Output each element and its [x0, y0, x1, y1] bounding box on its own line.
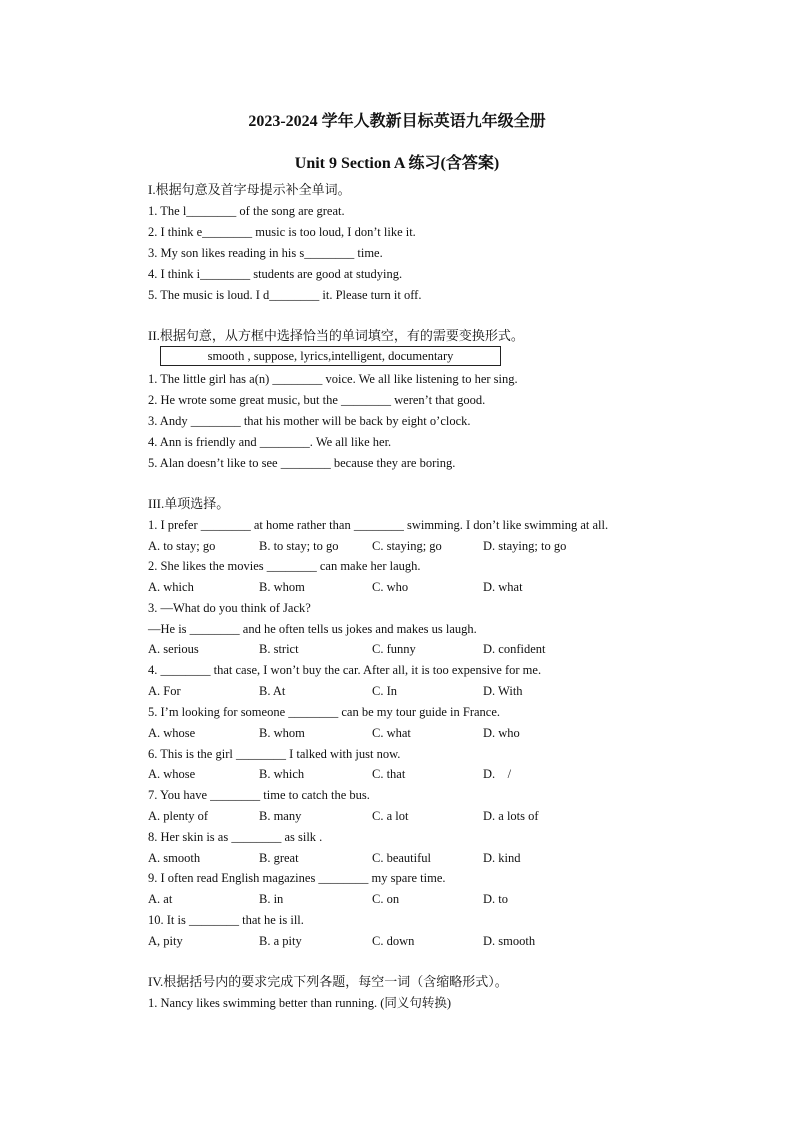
option-d: D. confident	[483, 642, 546, 656]
option-a: A. plenty of	[148, 809, 209, 823]
option-a: A, pity	[148, 934, 183, 948]
option-c: C. a lot	[372, 809, 409, 823]
option-a: A. at	[148, 892, 173, 906]
doc-subtitle: Unit 9 Section A 练习(含答案)	[294, 155, 500, 172]
option-b: B. whom	[259, 580, 305, 594]
option-d: D. who	[483, 726, 520, 740]
option-b: B. a pity	[259, 934, 302, 948]
option-a: A. smooth	[148, 851, 201, 865]
doc-title: 2023-2024 学年人教新目标英语九年级全册	[248, 113, 546, 130]
option-a: A. which	[148, 580, 194, 594]
question-stem: 10. It is ________ that he is ill.	[148, 913, 304, 927]
option-d: D. to	[483, 892, 508, 906]
question-stem: 3. —What do you think of Jack?	[148, 601, 311, 615]
list-item: 2. I think e________ music is too loud, I don’t like it.	[148, 225, 416, 239]
question-stem: 6. This is the girl ________ I talked with just now.	[148, 747, 401, 761]
option-c: C. funny	[372, 642, 416, 656]
question-stem: 5. I’m looking for someone ________ can be my tour guide in France.	[148, 705, 501, 719]
list-item: 2. He wrote some great music, but the ________ weren’t that good.	[148, 393, 486, 407]
option-b: B. which	[259, 767, 305, 781]
question-stem: 2. She likes the movies ________ can make her laugh.	[148, 559, 421, 573]
question-stem: 7. You have ________ time to catch the bus.	[148, 788, 370, 802]
list-item: 3. Andy ________ that his mother will be back by eight o’clock.	[148, 414, 471, 428]
list-item: 5. Alan doesn’t like to see ________ because they are boring.	[148, 456, 456, 470]
option-b: B. strict	[259, 642, 299, 656]
option-a: A. For	[148, 684, 181, 698]
option-c: C. down	[372, 934, 415, 948]
option-b: B. At	[259, 684, 286, 698]
option-d: D. smooth	[483, 934, 536, 948]
option-c: C. who	[372, 580, 409, 594]
list-item: 3. My son likes reading in his s________ time.	[148, 246, 383, 260]
list-item: 5. The music is loud. I d________ it. Please turn it off.	[148, 288, 422, 302]
option-d: D. With	[483, 684, 523, 698]
section-4-heading: IV.根据括号内的要求完成下列各题，每空一词（含缩略形式）。	[148, 974, 508, 989]
list-item: 1. The l________ of the song are great.	[148, 204, 345, 218]
option-d: D. staying; to go	[483, 539, 567, 553]
section-2-heading: II.根据句意，从方框中选择恰当的单词填空，有的需要变换形式。	[148, 328, 524, 343]
option-a: A. to stay; go	[148, 539, 216, 553]
option-d: D. /	[483, 767, 512, 781]
list-item: 4. Ann is friendly and ________. We all like her.	[148, 435, 392, 449]
section-3-heading: III.单项选择。	[148, 496, 230, 511]
option-d: D. what	[483, 580, 523, 594]
section-1-heading: I.根据句意及首字母提示补全单词。	[148, 182, 351, 197]
word-box: smooth , suppose, lyrics,intelligent, documentary	[160, 346, 501, 366]
option-c: C. on	[372, 892, 400, 906]
list-item: 1. The little girl has a(n) ________ voice. We all like listening to her sing.	[148, 372, 518, 386]
option-b: B. to stay; to go	[259, 539, 339, 553]
option-c: C. In	[372, 684, 397, 698]
question-stem: 4. ________ that case, I won’t buy the car. After all, it is too expensive for me.	[148, 663, 542, 677]
option-a: A. whose	[148, 726, 196, 740]
list-item: 1. Nancy likes swimming better than running. (同义句转换)	[148, 996, 452, 1010]
option-b: B. many	[259, 809, 302, 823]
option-a: A. whose	[148, 767, 196, 781]
question-stem: —He is ________ and he often tells us jokes and makes us laugh.	[148, 622, 477, 636]
option-c: C. what	[372, 726, 411, 740]
option-c: C. that	[372, 767, 406, 781]
option-a: A. serious	[148, 642, 199, 656]
list-item: 4. I think i________ students are good at studying.	[148, 267, 403, 281]
option-b: B. whom	[259, 726, 305, 740]
question-stem: 8. Her skin is as ________ as silk .	[148, 830, 323, 844]
question-stem: 1. I prefer ________ at home rather than ________ swimming. I don’t like swimming at all.	[148, 518, 609, 532]
option-b: B. great	[259, 851, 299, 865]
option-b: B. in	[259, 892, 284, 906]
option-c: C. staying; go	[372, 539, 442, 553]
option-c: C. beautiful	[372, 851, 432, 865]
option-d: D. a lots of	[483, 809, 539, 823]
option-d: D. kind	[483, 851, 521, 865]
question-stem: 9. I often read English magazines ________ my spare time.	[148, 871, 446, 885]
